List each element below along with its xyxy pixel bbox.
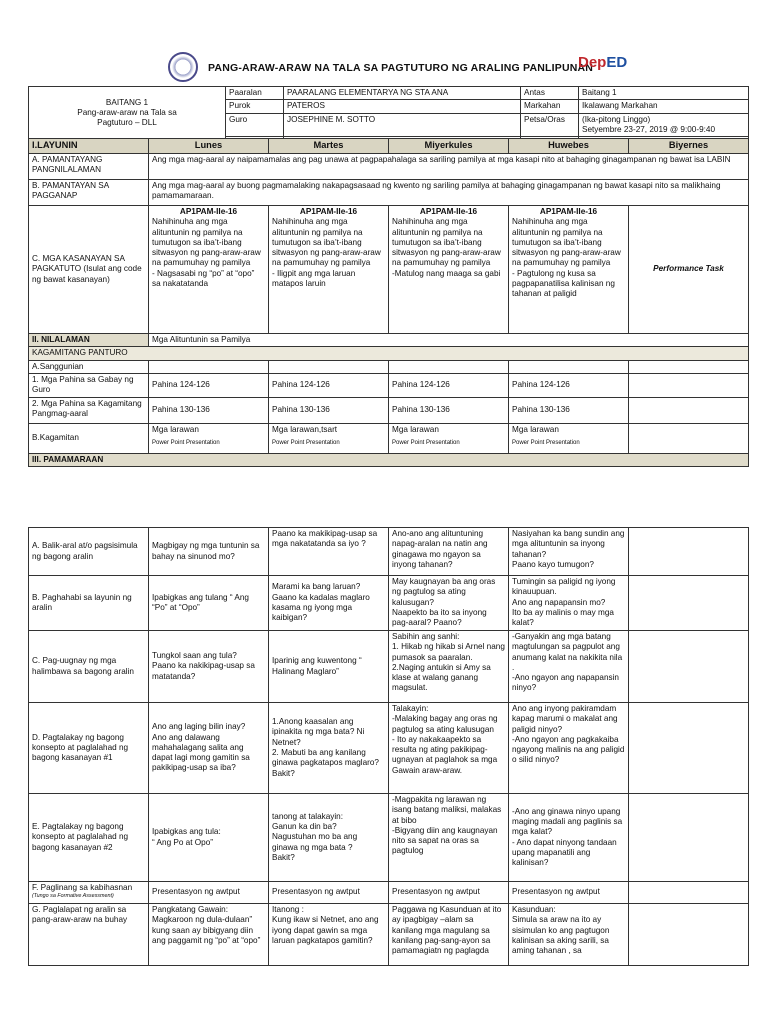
- procedure-cell: Tumingin sa paligid ng iyong kinauupuan. Ano ang napapansin mo? Ito ba ay malinis o may mga kalat?: [509, 576, 629, 631]
- info-value: (Ika-pitong Linggo) Setyembre 23-27, 2019 @ 9:00-9:40: [579, 113, 749, 137]
- procedure-cell: -Ano ang ginawa ninyo upang maging madali ang paglinis sa mga kalat? - Ano dapat ninyong tandaan upang mapanatili ang kalinisan?: [509, 794, 629, 882]
- materials-cell: Mga larawan Power Point Presentation: [149, 423, 269, 453]
- procedure-label: F. Paglinang sa kabihasnan (Tungo sa Formative Assessment): [29, 882, 149, 904]
- info-label: Markahan: [521, 100, 579, 113]
- procedure-cell: Marami ka bang laruan? Gaano ka kadalas maglaro kasama ng iyong mga kaibigan?: [269, 576, 389, 631]
- deped-seal-icon: [168, 52, 198, 82]
- objectives-table: [28, 138, 749, 467]
- day-header: Martes: [269, 139, 389, 154]
- row-label: 1. Mga Pahina sa Gabay ng Guro: [29, 373, 149, 397]
- row-label: C. MGA KASANAYAN SA PAGKATUTO (Isulat ang code ng bawat kasanayan): [29, 206, 149, 334]
- guide-pages: Pahina 124-126: [509, 373, 629, 397]
- learner-pages: Pahina 130-136: [509, 397, 629, 423]
- procedure-cell: -Magpakita ng larawan ng isang batang maliksi, malakas at bibo -Bigyang diin ang kaugnayan nito sa sapat na oras sa pagtulog: [389, 794, 509, 882]
- info-label: Guro: [226, 113, 284, 137]
- procedure-label: G. Paglalapat ng aralin sa pang-araw-araw na buhay: [29, 904, 149, 966]
- info-label: Antas: [521, 87, 579, 100]
- section-nilalaman: II. NILALAMAN: [29, 334, 149, 347]
- materials-cell: Mga larawan,tsart Power Point Presentation: [269, 423, 389, 453]
- grade-level-block: BAITANG 1 Pang-araw-araw na Tala sa Pagtuturo – DLL: [29, 87, 226, 140]
- info-value: PATEROS: [284, 100, 521, 113]
- procedure-cell: Nasiyahan ka bang sundin ang mga alituntunin sa inyong tahanan? Paano kayo tumugon?: [509, 528, 629, 576]
- procedure-cell: Sabihin ang sanhi: 1. Hikab ng hikab si Arnel nang pumasok sa paaralan. 2.Naging antukin si Amy sa klase at walang ganang magsulat.: [389, 631, 509, 703]
- day-header: Lunes: [149, 139, 269, 154]
- procedure-cell: Paggawa ng Kasunduan at ito ay ipagbigay –alam sa kanilang mga magulang sa kanilang pag-sang-ayon sa pamamagiatn ng paglagda: [389, 904, 509, 966]
- performance-standard: Ang mga mag-aaral ay buong pagmamalaking nakapagsasaad ng kwento ng sariling pamilya at bahaging ginagampanan ng bawat kasapi nito sa malikhaing pamamamaraan.: [149, 180, 749, 206]
- procedure-cell: Presentasyon ng awtput: [389, 882, 509, 904]
- row-label: 2. Mga Pahina sa Kagamitang Pangmag-aaral: [29, 397, 149, 423]
- info-value: Baitang 1: [579, 87, 749, 100]
- content-standard: Ang mga mag-aaral ay naipamamalas ang pag unawa at pagpapahalaga sa sariling pamilya at mga kasapi nito at bahaging ginagampanan ng bawat isa LABIN: [149, 154, 749, 180]
- procedure-cell: Presentasyon ng awtput: [269, 882, 389, 904]
- procedure-cell: Iparinig ang kuwentong “ Halinang Maglaro”: [269, 631, 389, 703]
- procedure-cell: Talakayin: -Malaking bagay ang oras ng pagtulog sa ating kalusugan - Ito ay nakakaapekto sa resulta ng ating pakikipag-ugnayan at paglahok sa mga Gawain araw-araw.: [389, 703, 509, 794]
- day-header: Biyernes: [629, 139, 749, 154]
- procedure-cell: Paano ka makikipag-usap sa mga nakatatanda sa iyo ?: [269, 528, 389, 576]
- guide-pages: Pahina 124-126: [389, 373, 509, 397]
- learner-pages: Pahina 130-136: [389, 397, 509, 423]
- procedure-cell: [629, 576, 749, 631]
- section-layunin: I.LAYUNIN: [29, 139, 149, 154]
- info-table: [28, 86, 749, 140]
- competency-cell: AP1PAM-IIe-16 Nahihinuha ang mga alituntunin ng pamilya na tumutugon sa iba’t-ibang sitwasyon ng pang-araw-araw na pamumuhay ng pamilya - Pagtulong ng kusa sa pagpapanatilisa kalinisan ng tahanan at paligid: [509, 206, 629, 334]
- row-label: B.Kagamitan: [29, 423, 149, 453]
- info-label: Petsa/Oras: [521, 113, 579, 137]
- procedure-cell: Presentasyon ng awtput: [149, 882, 269, 904]
- procedure-label: A. Balik-aral at/o pagsisimula ng bagong aralin: [29, 528, 149, 576]
- procedure-label: C. Pag-uugnay ng mga halimbawa sa bagong aralin: [29, 631, 149, 703]
- info-value: JOSEPHINE M. SOTTO: [284, 113, 521, 137]
- row-label: A.Sanggunian: [29, 360, 149, 373]
- procedure-cell: [629, 631, 749, 703]
- procedure-cell: [629, 904, 749, 966]
- day-header: Miyerkules: [389, 139, 509, 154]
- info-value: Ikalawang Markahan: [579, 100, 749, 113]
- learner-pages: Pahina 130-136: [149, 397, 269, 423]
- procedure-cell: [629, 703, 749, 794]
- procedure-cell: [629, 882, 749, 904]
- procedure-cell: May kaugnayan ba ang oras ng pagtulog sa ating kalusugan? Naapekto ba ito sa inyong pag-aaral? Paano?: [389, 576, 509, 631]
- document-title: PANG-ARAW-ARAW NA TALA SA PAGTUTURO NG ARALING PANLIPUNAN: [208, 62, 594, 74]
- guide-pages: Pahina 124-126: [269, 373, 389, 397]
- guide-pages: Pahina 124-126: [149, 373, 269, 397]
- section-kagamitan: KAGAMITANG PANTURO: [29, 347, 749, 360]
- procedure-label: D. Pagtalakay ng bagong konsepto at paglalahad ng bagong kasanayan #1: [29, 703, 149, 794]
- info-label: Paaralan: [226, 87, 284, 100]
- procedure-cell: Ano ang laging bilin inay? Ano ang dalawang mahahalagang salita ang dapat lagi mong gamitin sa pakikipag-usap sa iba?: [149, 703, 269, 794]
- procedure-label: E. Pagtalakay ng bagong konsepto at paglalahad ng bagong kasanayan #2: [29, 794, 149, 882]
- procedure-cell: [629, 794, 749, 882]
- procedure-cell: Ipabigkas ang tula: “ Ang Po at Opo”: [149, 794, 269, 882]
- procedure-cell: Ano ang inyong pakiramdam kapag marumi o makalat ang paligid ninyo? -Ano ngayon ang pagkakaiba ngayong malinis na ang paligid o silid ninyo?: [509, 703, 629, 794]
- procedure-cell: Ipabigkas ang tulang “ Ang “Po” at “Opo”: [149, 576, 269, 631]
- procedure-cell: Pangkatang Gawain: Magkaroon ng dula-dulaan” kung saan ay bibigyang diin ang paggamit ng “po” at “opo”: [149, 904, 269, 966]
- materials-cell: Mga larawan Power Point Presentation: [509, 423, 629, 453]
- learner-pages: Pahina 130-136: [269, 397, 389, 423]
- procedure-cell: [629, 528, 749, 576]
- procedure-cell: -Ganyakin ang mga batang magtulungan sa pagpulot ang anumang kalat na nakikita nila . -Ano ngayon ang napapansin ninyo?: [509, 631, 629, 703]
- competency-cell: AP1PAM-IIe-16 Nahihinuha ang mga alituntunin ng pamilya na tumutugon sa iba’t-ibang sitwasyon ng pang-araw-araw na pamumuhay ng pamilya -Matulog nang maaga sa gabi: [389, 206, 509, 334]
- materials-cell: Mga larawan Power Point Presentation: [389, 423, 509, 453]
- procedure-label: B. Paghahabi sa layunin ng aralin: [29, 576, 149, 631]
- procedure-cell: tanong at talakayin: Ganun ka din ba? Nagustuhan mo ba ang ginawa ng mga bata ? Bakit?: [269, 794, 389, 882]
- procedure-cell: Tungkol saan ang tula? Paano ka nakikipag-usap sa matatanda?: [149, 631, 269, 703]
- row-label: A. PAMANTAYANG PANGNILALAMAN: [29, 154, 149, 180]
- page-header: [0, 50, 768, 84]
- competency-cell: AP1PAM-IIe-16 Nahihinuha ang mga alituntunin ng pamilya na tumutugon sa iba’t-ibang sitwasyon ng pang-araw-araw na pamumuhay ng pamilya - Iligpit ang mga laruan matapos laruin: [269, 206, 389, 334]
- procedure-cell: 1.Anong kaasalan ang ipinakita ng mga bata? Ni Netnet? 2. Mabuti ba ang kanilang ginawa pagkatapos maglaro? Bakit?: [269, 703, 389, 794]
- procedure-cell: Presentasyon ng awtput: [509, 882, 629, 904]
- procedures-table: [28, 527, 749, 966]
- competency-cell: AP1PAM-IIe-16 Nahihinuha ang mga alituntunin ng pamilya na tumutugon sa iba’t-ibang sitwasyon ng pang-araw-araw na pamumuhay ng pamilya - Nagsasabi ng “po” at “opo” sa nakatatanda: [149, 206, 269, 334]
- row-label: B. PAMANTAYAN SA PAGGANAP: [29, 180, 149, 206]
- info-label: Purok: [226, 100, 284, 113]
- info-value: PAARALANG ELEMENTARYA NG STA ANA: [284, 87, 521, 100]
- day-header: Huwebes: [509, 139, 629, 154]
- formative-note: (Tungo sa Formative Assessment): [32, 893, 114, 900]
- performance-task: Performance Task: [629, 206, 749, 334]
- procedure-cell: Itanong : Kung ikaw si Netnet, ano ang iyong dapat gawin sa mga laruan pagkatapos gamitin?: [269, 904, 389, 966]
- procedure-cell: Kasunduan: Simula sa araw na ito ay sisimulan ko ang pagtugon kalinisan sa aking sarili, sa aming tahanan , sa: [509, 904, 629, 966]
- content-topic: Mga Alituntunin sa Pamilya: [149, 334, 749, 347]
- procedure-cell: Magbigay ng mga tuntunin sa bahay na sinunod mo?: [149, 528, 269, 576]
- procedure-cell: Ano-ano ang alituntuning napag-aralan na natin ang ginagawa mo ngayon sa inyong tahanan?: [389, 528, 509, 576]
- section-pamamaraan: III. PAMAMARAAN: [29, 453, 749, 466]
- deped-logo: DepED: [578, 54, 628, 71]
